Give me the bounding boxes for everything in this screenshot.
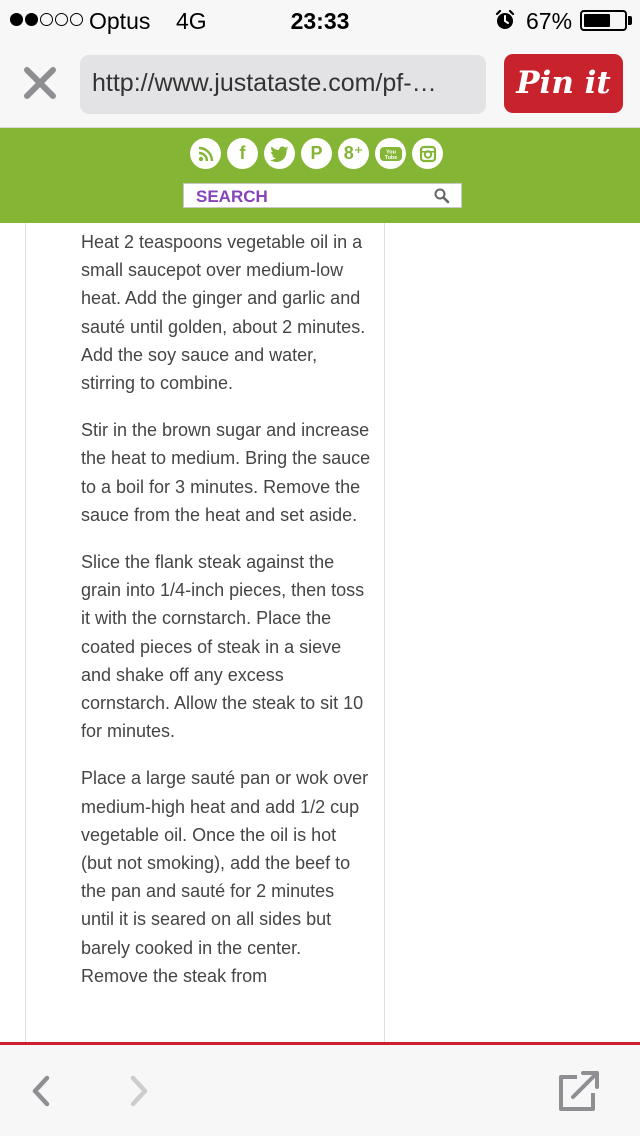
svg-text:Tube: Tube (384, 154, 397, 161)
chevron-left-icon[interactable] (26, 1071, 56, 1111)
search-icon[interactable] (433, 187, 451, 205)
site-header (0, 128, 640, 223)
carrier-name: Optus (89, 8, 151, 34)
direction-paragraph: Heat 2 teaspoons vegetable oil in a small saucepot over medium-low heat. Add the ginger and garlic and sauté until golden, about 2 minutes. Add the soy sauce and water, stirring to combine. (81, 232, 366, 394)
chevron-right-icon[interactable] (124, 1071, 154, 1111)
svg-text:You: You (385, 149, 396, 155)
twitter-icon[interactable] (264, 138, 295, 169)
browser-address-bar (0, 40, 640, 128)
open-external-icon[interactable] (557, 1069, 603, 1113)
pin-it-button[interactable]: Pin it (504, 54, 623, 113)
site-search-input[interactable] (183, 183, 462, 208)
facebook-icon[interactable]: f (227, 138, 258, 169)
direction-paragraph: Place a large sauté pan or wok over medium-high heat and add 1/2 cup vegetable oil. Once the oil is hot (but not smoking), add the beef to the pan and sauté for 2 minutes until it is seared on all sides but barely cooked in the center. Remove the steak from (81, 768, 369, 986)
battery-icon (580, 10, 627, 31)
recipe-directions (81, 228, 371, 1009)
rss-icon[interactable] (190, 138, 221, 169)
status-bar (0, 0, 640, 40)
instagram-icon[interactable] (412, 138, 443, 169)
search-placeholder: SEARCH (196, 187, 268, 206)
battery-terminal (628, 16, 632, 25)
url-field[interactable] (80, 55, 486, 114)
direction-paragraph: Stir in the brown sugar and increase the heat to medium. Bring the sauce to a boil for 3 minutes. Remove the sauce from the heat and set aside. (81, 420, 371, 525)
google-plus-icon[interactable]: 8⁺ (338, 138, 369, 169)
social-icons-row (190, 138, 443, 169)
network-type: 4G (176, 8, 207, 34)
browser-bottom-toolbar (0, 1045, 640, 1136)
column-divider (384, 223, 385, 1042)
url-text: http://www.justataste.com/pf-… (92, 69, 437, 97)
column-divider (25, 223, 26, 1042)
article-content (0, 223, 640, 1042)
alarm-clock-icon (494, 9, 516, 31)
battery-level-fill (584, 14, 610, 27)
direction-paragraph: Slice the flank steak against the grain into 1/4-inch pieces, then toss it with the cornstarch. Place the coated pieces of steak in a sieve and shake off any excess cornstarch. Allow the steak to sit 10 for minutes. (81, 552, 365, 742)
pinterest-icon[interactable]: P (301, 138, 332, 169)
battery-percentage: 67% (526, 8, 573, 34)
close-icon[interactable] (18, 61, 62, 105)
youtube-icon[interactable] (375, 138, 406, 169)
status-time: 23:33 (290, 8, 350, 34)
